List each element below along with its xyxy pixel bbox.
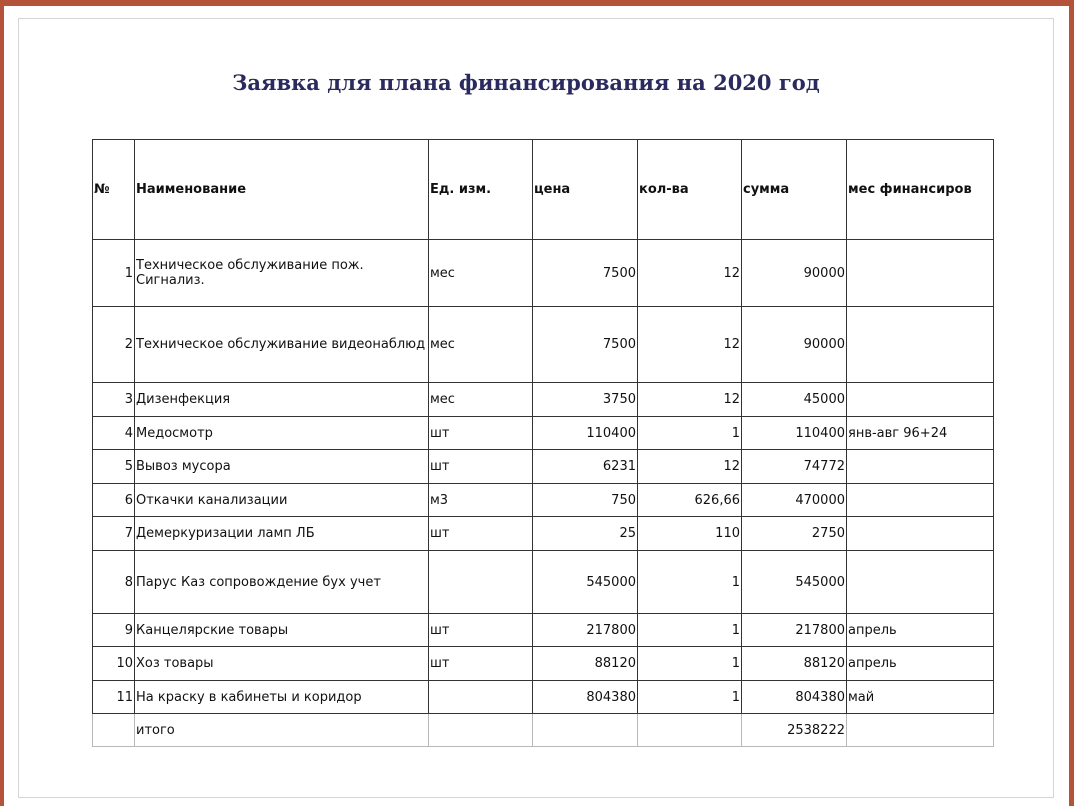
row-financing-month bbox=[847, 307, 994, 383]
row-financing-month: апрель bbox=[847, 647, 994, 681]
row-financing-month bbox=[847, 517, 994, 551]
table-row bbox=[93, 417, 994, 450]
document-title: Заявка для плана финансирования на 2020 год bbox=[232, 70, 820, 95]
header-quantity: кол-ва bbox=[638, 140, 742, 240]
header-financing-month: мес финансиров bbox=[847, 140, 994, 240]
header-name: Наименование bbox=[135, 140, 429, 240]
row-number: 8 bbox=[93, 551, 135, 614]
row-unit: м3 bbox=[429, 484, 533, 517]
row-price: 25 bbox=[533, 517, 638, 551]
row-name: Медосмотр bbox=[135, 417, 429, 450]
row-financing-month: май bbox=[847, 681, 994, 714]
row-sum: 90000 bbox=[742, 307, 847, 383]
row-price: 3750 bbox=[533, 383, 638, 417]
row-price: 7500 bbox=[533, 307, 638, 383]
table-row bbox=[93, 240, 994, 307]
header-price: цена bbox=[533, 140, 638, 240]
row-quantity: 1 bbox=[638, 614, 742, 647]
row-sum: 45000 bbox=[742, 383, 847, 417]
total-row bbox=[93, 714, 994, 747]
row-name: Канцелярские товары bbox=[135, 614, 429, 647]
table-row bbox=[93, 484, 994, 517]
row-unit: мес bbox=[429, 383, 533, 417]
total-financing-month bbox=[847, 714, 994, 747]
row-price: 110400 bbox=[533, 417, 638, 450]
row-price: 7500 bbox=[533, 240, 638, 307]
row-financing-month: апрель bbox=[847, 614, 994, 647]
header-sum: сумма bbox=[742, 140, 847, 240]
row-number: 9 bbox=[93, 614, 135, 647]
row-price: 804380 bbox=[533, 681, 638, 714]
table-row bbox=[93, 450, 994, 484]
row-financing-month bbox=[847, 484, 994, 517]
row-number: 3 bbox=[93, 383, 135, 417]
row-sum: 74772 bbox=[742, 450, 847, 484]
row-name: Откачки канализации bbox=[135, 484, 429, 517]
row-sum: 90000 bbox=[742, 240, 847, 307]
row-unit: шт bbox=[429, 647, 533, 681]
row-quantity: 1 bbox=[638, 647, 742, 681]
row-sum: 804380 bbox=[742, 681, 847, 714]
row-financing-month bbox=[847, 551, 994, 614]
row-number: 6 bbox=[93, 484, 135, 517]
row-unit bbox=[429, 681, 533, 714]
total-unit bbox=[429, 714, 533, 747]
row-number: 7 bbox=[93, 517, 135, 551]
row-price: 545000 bbox=[533, 551, 638, 614]
row-quantity: 1 bbox=[638, 681, 742, 714]
row-name: На краску в кабинеты и коридор bbox=[135, 681, 429, 714]
table-row bbox=[93, 383, 994, 417]
row-unit: мес bbox=[429, 240, 533, 307]
row-sum: 110400 bbox=[742, 417, 847, 450]
row-number: 1 bbox=[93, 240, 135, 307]
row-quantity: 1 bbox=[638, 551, 742, 614]
row-quantity: 1 bbox=[638, 417, 742, 450]
row-name: Техническое обслуживание видеонаблюд bbox=[135, 307, 429, 383]
row-sum: 88120 bbox=[742, 647, 847, 681]
row-price: 750 bbox=[533, 484, 638, 517]
row-quantity: 110 bbox=[638, 517, 742, 551]
row-number: 11 bbox=[93, 681, 135, 714]
row-unit: шт bbox=[429, 614, 533, 647]
row-number: 5 bbox=[93, 450, 135, 484]
row-number: 4 bbox=[93, 417, 135, 450]
row-financing-month bbox=[847, 383, 994, 417]
row-quantity: 12 bbox=[638, 450, 742, 484]
row-sum: 545000 bbox=[742, 551, 847, 614]
row-quantity: 626,66 bbox=[638, 484, 742, 517]
row-name: Хоз товары bbox=[135, 647, 429, 681]
row-financing-month bbox=[847, 240, 994, 307]
row-sum: 2750 bbox=[742, 517, 847, 551]
row-name: Демеркуризации ламп ЛБ bbox=[135, 517, 429, 551]
total-label: итого bbox=[135, 714, 429, 747]
row-number: 10 bbox=[93, 647, 135, 681]
row-sum: 217800 bbox=[742, 614, 847, 647]
table-row bbox=[93, 517, 994, 551]
row-name: Парус Каз сопровождение бух учет bbox=[135, 551, 429, 614]
row-quantity: 12 bbox=[638, 307, 742, 383]
row-sum: 470000 bbox=[742, 484, 847, 517]
row-quantity: 12 bbox=[638, 240, 742, 307]
row-unit: шт bbox=[429, 517, 533, 551]
row-name: Дизенфекция bbox=[135, 383, 429, 417]
total-price bbox=[533, 714, 638, 747]
total-number bbox=[93, 714, 135, 747]
row-financing-month: янв-авг 96+24 bbox=[847, 417, 994, 450]
table-row bbox=[93, 647, 994, 681]
row-name: Техническое обслуживание пож. Сигнализ. bbox=[135, 240, 429, 307]
table-row bbox=[93, 614, 994, 647]
total-sum: 2538222 bbox=[742, 714, 847, 747]
row-number: 2 bbox=[93, 307, 135, 383]
row-unit: шт bbox=[429, 417, 533, 450]
total-quantity bbox=[638, 714, 742, 747]
table-header-row bbox=[93, 140, 994, 240]
row-unit: шт bbox=[429, 450, 533, 484]
row-price: 217800 bbox=[533, 614, 638, 647]
row-financing-month bbox=[847, 450, 994, 484]
row-price: 88120 bbox=[533, 647, 638, 681]
row-price: 6231 bbox=[533, 450, 638, 484]
table-row bbox=[93, 681, 994, 714]
table-row bbox=[93, 551, 994, 614]
header-unit: Ед. изм. bbox=[429, 140, 533, 240]
row-unit bbox=[429, 551, 533, 614]
row-unit: мес bbox=[429, 307, 533, 383]
header-number: № bbox=[93, 140, 135, 240]
financing-table bbox=[92, 139, 994, 747]
table-row bbox=[93, 307, 994, 383]
row-name: Вывоз мусора bbox=[135, 450, 429, 484]
row-quantity: 12 bbox=[638, 383, 742, 417]
